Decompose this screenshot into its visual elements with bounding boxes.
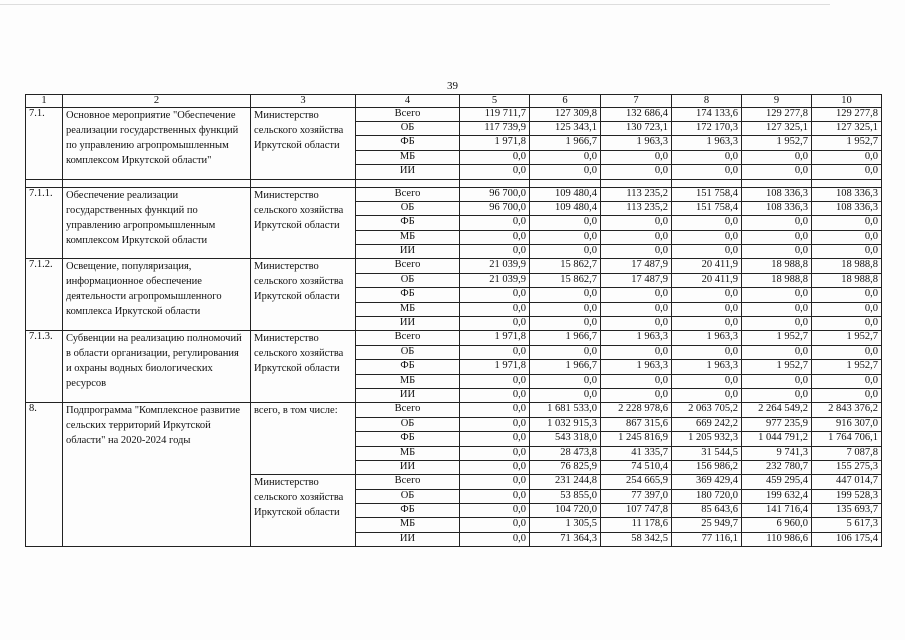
amount-cell: 0,0 <box>460 446 530 460</box>
amount-cell: 0,0 <box>812 345 882 359</box>
amount-cell: 0,0 <box>460 374 530 388</box>
page-number: 39 <box>447 80 458 92</box>
amount-cell: 0,0 <box>742 230 812 244</box>
amount-cell: 41 335,7 <box>601 446 672 460</box>
amount-cell: 15 862,7 <box>530 259 601 273</box>
amount-cell: 0,0 <box>812 216 882 230</box>
amount-cell: 104 720,0 <box>530 504 601 518</box>
amount-cell: 151 758,4 <box>672 201 742 215</box>
amount-cell: 1 963,3 <box>672 136 742 150</box>
funding-source: ФБ <box>356 216 460 230</box>
amount-cell: 1 044 791,2 <box>742 432 812 446</box>
amount-cell: 5 617,3 <box>812 518 882 532</box>
funding-source: ФБ <box>356 432 460 446</box>
funding-source: МБ <box>356 230 460 244</box>
amount-cell: 0,0 <box>460 165 530 179</box>
column-header: 8 <box>672 95 742 108</box>
amount-cell: 174 133,6 <box>672 107 742 121</box>
amount-cell: 1 032 915,3 <box>530 417 601 431</box>
amount-cell: 369 429,4 <box>672 475 742 489</box>
amount-cell: 1 963,3 <box>672 331 742 345</box>
amount-cell: 151 758,4 <box>672 187 742 201</box>
funding-source: ФБ <box>356 504 460 518</box>
amount-cell: 0,0 <box>672 302 742 316</box>
amount-cell: 53 855,0 <box>530 489 601 503</box>
amount-cell: 0,0 <box>460 345 530 359</box>
funding-source: МБ <box>356 302 460 316</box>
funding-source: ИИ <box>356 532 460 546</box>
funding-source: Всего <box>356 107 460 121</box>
amount-cell: 0,0 <box>460 518 530 532</box>
amount-cell: 106 175,4 <box>812 532 882 546</box>
amount-cell: 669 242,2 <box>672 417 742 431</box>
amount-cell: 1 952,7 <box>812 331 882 345</box>
amount-cell: 110 986,6 <box>742 532 812 546</box>
item-name: Основное мероприятие "Обеспечение реализации государственных функций по управлению агропромышленным комплексом Иркутской области" <box>63 107 251 179</box>
amount-cell: 1 764 706,1 <box>812 432 882 446</box>
amount-cell: 1 966,7 <box>530 331 601 345</box>
amount-cell: 7 087,8 <box>812 446 882 460</box>
amount-cell: 447 014,7 <box>812 475 882 489</box>
amount-cell: 0,0 <box>742 150 812 164</box>
amount-cell: 0,0 <box>672 165 742 179</box>
column-header: 4 <box>356 95 460 108</box>
amount-cell: 155 275,3 <box>812 460 882 474</box>
amount-cell: 0,0 <box>742 374 812 388</box>
executor: Министерство сельского хозяйства Иркутской области <box>251 187 356 259</box>
column-header: 7 <box>601 95 672 108</box>
table-row <box>26 331 882 345</box>
amount-cell: 0,0 <box>601 245 672 259</box>
funding-source: ОБ <box>356 121 460 135</box>
amount-cell: 108 336,3 <box>742 201 812 215</box>
table-row <box>26 403 882 417</box>
column-header: 10 <box>812 95 882 108</box>
amount-cell: 0,0 <box>460 150 530 164</box>
amount-cell: 0,0 <box>672 317 742 331</box>
amount-cell: 1 963,3 <box>601 360 672 374</box>
table-row <box>26 187 882 201</box>
column-header: 2 <box>63 95 251 108</box>
amount-cell: 0,0 <box>460 230 530 244</box>
funding-source: Всего <box>356 187 460 201</box>
amount-cell: 1 963,3 <box>672 360 742 374</box>
amount-cell: 0,0 <box>742 302 812 316</box>
amount-cell: 17 487,9 <box>601 259 672 273</box>
amount-cell: 0,0 <box>812 230 882 244</box>
column-header: 3 <box>251 95 356 108</box>
header-row <box>26 95 882 108</box>
funding-source: ИИ <box>356 165 460 179</box>
amount-cell: 1 952,7 <box>812 136 882 150</box>
amount-cell: 109 480,4 <box>530 201 601 215</box>
amount-cell: 0,0 <box>812 150 882 164</box>
executor: Министерство сельского хозяйства Иркутской области <box>251 107 356 179</box>
amount-cell: 0,0 <box>460 504 530 518</box>
funding-source: Всего <box>356 331 460 345</box>
amount-cell: 0,0 <box>460 403 530 417</box>
column-header: 6 <box>530 95 601 108</box>
funding-source: ФБ <box>356 360 460 374</box>
funding-source: ОБ <box>356 345 460 359</box>
amount-cell: 0,0 <box>460 460 530 474</box>
amount-cell: 0,0 <box>812 302 882 316</box>
amount-cell: 0,0 <box>530 345 601 359</box>
amount-cell: 2 063 705,2 <box>672 403 742 417</box>
amount-cell: 1 963,3 <box>601 331 672 345</box>
amount-cell: 156 986,2 <box>672 460 742 474</box>
funding-source: ОБ <box>356 489 460 503</box>
amount-cell: 0,0 <box>530 245 601 259</box>
amount-cell: 0,0 <box>460 417 530 431</box>
budget-table <box>25 94 882 547</box>
amount-cell: 18 988,8 <box>812 273 882 287</box>
funding-source: ОБ <box>356 417 460 431</box>
amount-cell: 916 307,0 <box>812 417 882 431</box>
amount-cell: 0,0 <box>601 374 672 388</box>
amount-cell: 0,0 <box>530 288 601 302</box>
amount-cell: 108 336,3 <box>812 187 882 201</box>
funding-source: ФБ <box>356 136 460 150</box>
amount-cell: 0,0 <box>460 532 530 546</box>
executor: Министерство сельского хозяйства Иркутской области <box>251 259 356 331</box>
amount-cell: 74 510,4 <box>601 460 672 474</box>
amount-cell: 0,0 <box>812 245 882 259</box>
amount-cell: 96 700,0 <box>460 201 530 215</box>
amount-cell: 0,0 <box>601 317 672 331</box>
funding-source: ФБ <box>356 288 460 302</box>
amount-cell: 58 342,5 <box>601 532 672 546</box>
amount-cell: 0,0 <box>742 165 812 179</box>
table-row <box>26 107 882 121</box>
amount-cell: 0,0 <box>601 345 672 359</box>
amount-cell: 1 971,8 <box>460 136 530 150</box>
executor: Министерство сельского хозяйства Иркутской области <box>251 475 356 547</box>
amount-cell: 0,0 <box>812 165 882 179</box>
amount-cell: 77 397,0 <box>601 489 672 503</box>
amount-cell: 231 244,8 <box>530 475 601 489</box>
amount-cell: 0,0 <box>742 216 812 230</box>
amount-cell: 15 862,7 <box>530 273 601 287</box>
amount-cell: 9 741,3 <box>742 446 812 460</box>
item-code: 7.1.2. <box>26 259 63 331</box>
item-code: 7.1.1. <box>26 187 63 259</box>
item-code: 8. <box>26 403 63 547</box>
amount-cell: 0,0 <box>530 317 601 331</box>
amount-cell: 31 544,5 <box>672 446 742 460</box>
item-code: 7.1. <box>26 107 63 179</box>
amount-cell: 117 739,9 <box>460 121 530 135</box>
amount-cell: 1 963,3 <box>601 136 672 150</box>
amount-cell: 0,0 <box>672 288 742 302</box>
funding-source: ИИ <box>356 245 460 259</box>
amount-cell: 0,0 <box>812 374 882 388</box>
amount-cell: 132 686,4 <box>601 107 672 121</box>
amount-cell: 18 988,8 <box>742 259 812 273</box>
amount-cell: 0,0 <box>672 374 742 388</box>
item-name: Освещение, популяризация, информационное обеспечение деятельности агропромышленного комплекса Иркутской области <box>63 259 251 331</box>
column-header: 1 <box>26 95 63 108</box>
funding-source: Всего <box>356 259 460 273</box>
executor: Министерство сельского хозяйства Иркутской области <box>251 331 356 403</box>
amount-cell: 135 693,7 <box>812 504 882 518</box>
amount-cell: 1 952,7 <box>812 360 882 374</box>
amount-cell: 0,0 <box>460 288 530 302</box>
amount-cell: 0,0 <box>601 302 672 316</box>
amount-cell: 2 843 376,2 <box>812 403 882 417</box>
amount-cell: 0,0 <box>601 230 672 244</box>
funding-source: ИИ <box>356 460 460 474</box>
amount-cell: 11 178,6 <box>601 518 672 532</box>
funding-source: МБ <box>356 518 460 532</box>
amount-cell: 0,0 <box>460 388 530 402</box>
amount-cell: 18 988,8 <box>812 259 882 273</box>
amount-cell: 0,0 <box>601 288 672 302</box>
amount-cell: 21 039,9 <box>460 273 530 287</box>
amount-cell: 20 411,9 <box>672 273 742 287</box>
amount-cell: 1 971,8 <box>460 331 530 345</box>
item-name: Обеспечение реализации государственных функций по управлению агропромышленным комплексом Иркутской области <box>63 187 251 259</box>
amount-cell: 2 228 978,6 <box>601 403 672 417</box>
amount-cell: 113 235,2 <box>601 187 672 201</box>
amount-cell: 867 315,6 <box>601 417 672 431</box>
amount-cell: 0,0 <box>460 489 530 503</box>
amount-cell: 0,0 <box>672 245 742 259</box>
amount-cell: 199 632,4 <box>742 489 812 503</box>
item-name: Подпрограмма "Комплексное развитие сельских территорий Иркутской области" на 2020-2024 годы <box>63 403 251 547</box>
amount-cell: 2 264 549,2 <box>742 403 812 417</box>
amount-cell: 1 952,7 <box>742 331 812 345</box>
amount-cell: 0,0 <box>530 302 601 316</box>
amount-cell: 1 305,5 <box>530 518 601 532</box>
amount-cell: 18 988,8 <box>742 273 812 287</box>
amount-cell: 0,0 <box>530 165 601 179</box>
amount-cell: 108 336,3 <box>812 201 882 215</box>
table-row <box>26 259 882 273</box>
amount-cell: 127 325,1 <box>812 121 882 135</box>
amount-cell: 0,0 <box>530 388 601 402</box>
block-spacer <box>26 179 882 187</box>
funding-source: МБ <box>356 374 460 388</box>
amount-cell: 0,0 <box>601 388 672 402</box>
funding-source: ИИ <box>356 317 460 331</box>
amount-cell: 0,0 <box>530 374 601 388</box>
amount-cell: 1 681 533,0 <box>530 403 601 417</box>
amount-cell: 0,0 <box>672 345 742 359</box>
amount-cell: 76 825,9 <box>530 460 601 474</box>
funding-source: Всего <box>356 475 460 489</box>
funding-source: ИИ <box>356 388 460 402</box>
amount-cell: 199 528,3 <box>812 489 882 503</box>
amount-cell: 28 473,8 <box>530 446 601 460</box>
amount-cell: 0,0 <box>672 216 742 230</box>
amount-cell: 0,0 <box>742 317 812 331</box>
amount-cell: 85 643,6 <box>672 504 742 518</box>
amount-cell: 25 949,7 <box>672 518 742 532</box>
amount-cell: 1 966,7 <box>530 360 601 374</box>
amount-cell: 0,0 <box>812 317 882 331</box>
amount-cell: 21 039,9 <box>460 259 530 273</box>
amount-cell: 459 295,4 <box>742 475 812 489</box>
amount-cell: 0,0 <box>530 216 601 230</box>
amount-cell: 1 971,8 <box>460 360 530 374</box>
amount-cell: 108 336,3 <box>742 187 812 201</box>
amount-cell: 0,0 <box>460 475 530 489</box>
amount-cell: 20 411,9 <box>672 259 742 273</box>
funding-source: Всего <box>356 403 460 417</box>
amount-cell: 180 720,0 <box>672 489 742 503</box>
executor: всего, в том числе: <box>251 403 356 475</box>
amount-cell: 1 205 932,3 <box>672 432 742 446</box>
amount-cell: 141 716,4 <box>742 504 812 518</box>
column-header: 9 <box>742 95 812 108</box>
amount-cell: 113 235,2 <box>601 201 672 215</box>
amount-cell: 109 480,4 <box>530 187 601 201</box>
amount-cell: 107 747,8 <box>601 504 672 518</box>
amount-cell: 0,0 <box>460 302 530 316</box>
item-name: Субвенции на реализацию полномочий в области организации, регулирования и охраны водных биологических ресурсов <box>63 331 251 403</box>
amount-cell: 0,0 <box>742 288 812 302</box>
amount-cell: 0,0 <box>742 245 812 259</box>
amount-cell: 129 277,8 <box>742 107 812 121</box>
amount-cell: 127 325,1 <box>742 121 812 135</box>
amount-cell: 977 235,9 <box>742 417 812 431</box>
amount-cell: 0,0 <box>672 150 742 164</box>
amount-cell: 130 723,1 <box>601 121 672 135</box>
funding-source: МБ <box>356 446 460 460</box>
column-header: 5 <box>460 95 530 108</box>
amount-cell: 0,0 <box>460 432 530 446</box>
amount-cell: 1 952,7 <box>742 360 812 374</box>
amount-cell: 119 711,7 <box>460 107 530 121</box>
amount-cell: 0,0 <box>530 150 601 164</box>
page-top-edge <box>0 4 830 5</box>
amount-cell: 0,0 <box>460 317 530 331</box>
amount-cell: 17 487,9 <box>601 273 672 287</box>
amount-cell: 0,0 <box>812 388 882 402</box>
amount-cell: 129 277,8 <box>812 107 882 121</box>
amount-cell: 0,0 <box>742 388 812 402</box>
funding-source: ОБ <box>356 273 460 287</box>
amount-cell: 0,0 <box>460 216 530 230</box>
amount-cell: 0,0 <box>812 288 882 302</box>
amount-cell: 1 245 816,9 <box>601 432 672 446</box>
amount-cell: 1 966,7 <box>530 136 601 150</box>
amount-cell: 0,0 <box>672 230 742 244</box>
amount-cell: 77 116,1 <box>672 532 742 546</box>
amount-cell: 254 665,9 <box>601 475 672 489</box>
amount-cell: 0,0 <box>742 345 812 359</box>
amount-cell: 127 309,8 <box>530 107 601 121</box>
amount-cell: 1 952,7 <box>742 136 812 150</box>
amount-cell: 0,0 <box>460 245 530 259</box>
amount-cell: 0,0 <box>601 216 672 230</box>
amount-cell: 172 170,3 <box>672 121 742 135</box>
item-code: 7.1.3. <box>26 331 63 403</box>
amount-cell: 0,0 <box>672 388 742 402</box>
amount-cell: 0,0 <box>601 165 672 179</box>
funding-source: МБ <box>356 150 460 164</box>
amount-cell: 6 960,0 <box>742 518 812 532</box>
amount-cell: 125 343,1 <box>530 121 601 135</box>
amount-cell: 0,0 <box>530 230 601 244</box>
amount-cell: 543 318,0 <box>530 432 601 446</box>
amount-cell: 232 780,7 <box>742 460 812 474</box>
amount-cell: 96 700,0 <box>460 187 530 201</box>
funding-source: ОБ <box>356 201 460 215</box>
amount-cell: 71 364,3 <box>530 532 601 546</box>
amount-cell: 0,0 <box>601 150 672 164</box>
